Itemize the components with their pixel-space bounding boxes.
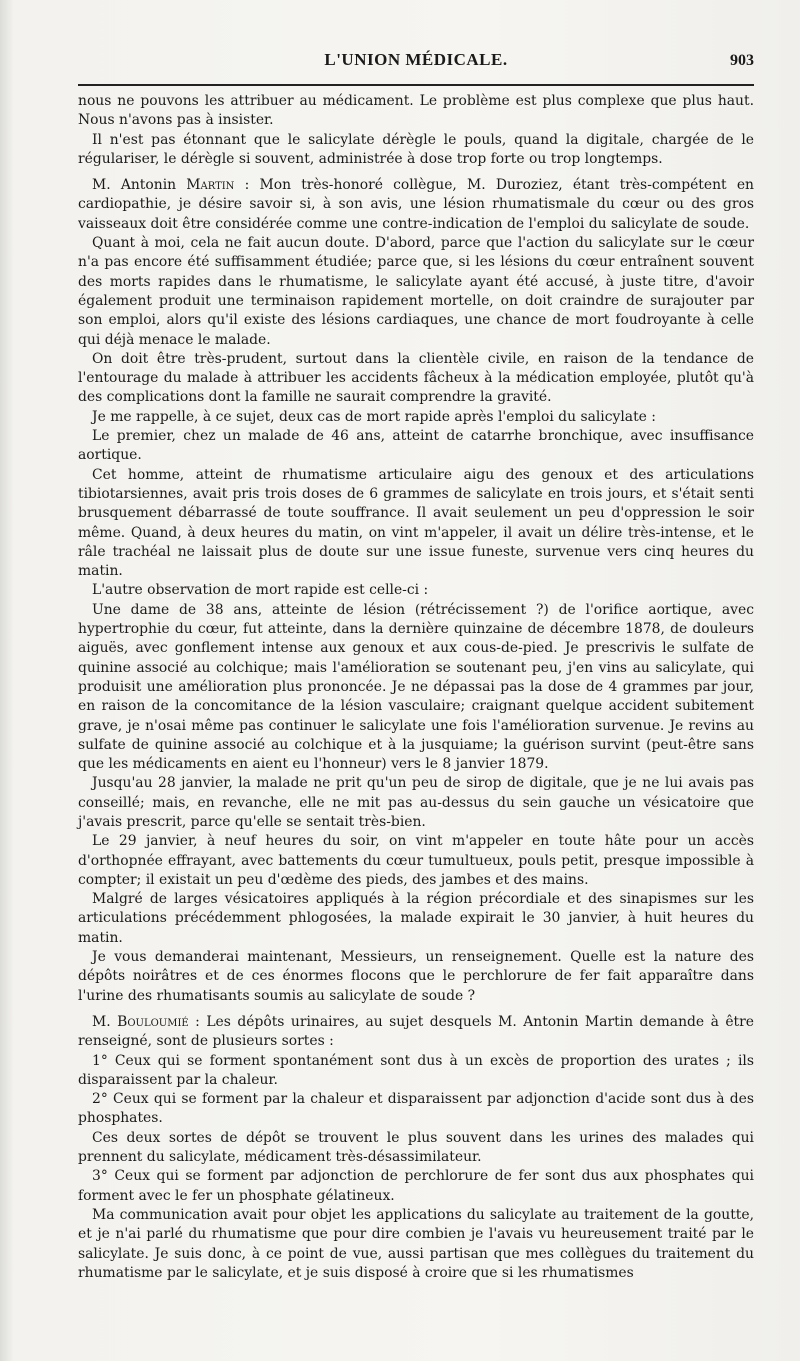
speaker-prefix: M.: [92, 1013, 111, 1030]
paragraph: Ces deux sortes de dépôt se trouvent le plus souvent dans les urines des malades qui prennent du salicylate, médicament très-désassimilateur.: [78, 1129, 754, 1166]
speaker-paragraph: [78, 176, 754, 234]
running-title: L'UNION MÉDICALE.: [324, 50, 508, 69]
paragraph: Il n'est pas étonnant que le salicylate dérègle le pouls, quand la digitale, chargée de le régulariser, le dérègle si souvent, administrée à dose trop forte ou trop longtemps.: [78, 131, 754, 167]
paragraph: On doit être très-prudent, surtout dans la clientèle civile, en raison de la tendance de l'entourage du malade à attribuer les accidents fâcheux à la médication employée, plutôt qu'à des complications dont la famille ne saurait comprendre la gravité.: [78, 350, 754, 406]
article-body: [78, 92, 754, 1283]
paragraph: Une dame de 38 ans, atteinte de lésion (rétrécissement ?) de l'orifice aortique, avec hypertrophie du cœur, fut atteinte, dans la dernière quinzaine de décembre 1878, de douleurs aiguës, avec gonflement intense aux genoux et aux cous-de-pied. Je prescrivis le sulfate de quinine associé au colchique; mais l'amélioration se soutenant peu, j'en vins au salicylate, qui produisit une amélioration plus prononcée. Je ne dépassai pas la dose de 4 grammes par jour, en raison de la concomitance de la lésion vasculaire; craignant quelque accident subitement grave, je n'osai même pas continuer le salicylate une fois l'amélioration survenue. Je revins au sulfate de quinine associé au colchique et à la jusquiame; la guérison survint (peut-être sans que les médicaments en aient eu l'honneur) vers le 8 janvier 1879.: [78, 601, 754, 773]
paragraph: 2° Ceux qui se forment par la chaleur et disparaissent par adjonction d'acide sont dus à des phosphates.: [78, 1091, 754, 1127]
paragraph: Quant à moi, cela ne fait aucun doute. D'abord, parce que l'action du salicylate sur le cœur n'a pas encore été suffisamment étudiée; parce que, si les lésions du cœur entraînent souvent des morts rapides dans le rhumatisme, le salicylate ayant été accusé, à juste titre, d'avoir également produit une terminaison rapidement mortelle, on doit craindre de surajouter par son emploi, alors qu'il existe des lésions cardiaques, une chance de mort foudroyante à celle qui déjà menace le malade.: [78, 235, 754, 348]
speaker-paragraph: [78, 1013, 754, 1052]
speaker-name: Bouloumié: [117, 1013, 189, 1030]
speaker-separator: :: [234, 177, 260, 194]
paragraph: Le 29 janvier, à neuf heures du soir, on vint m'appeler en toute hâte pour un accès d'orthopnée effrayant, avec battements du cœur tumultueux, pouls petit, presque impossible à compter; il existait un peu d'œdème des pieds, des jambes et des mains.: [78, 833, 754, 888]
paragraph: Malgré de larges vésicatoires appliqués à la région précordiale et des sinapismes sur les articulations précédemment phlogosées, la malade expirait le 30 janvier, à huit heures du matin.: [78, 891, 754, 946]
paragraph: L'autre observation de mort rapide est celle-ci :: [92, 582, 429, 599]
paragraph-text: Mon très-honoré collègue, M. Duroziez, étant très-compétent en cardiopathie, je désire savoir si, à son avis, une lésion rhumatismale du cœur ou des gros vaisseaux doit être considérée comme une contre-indication de l'emploi du salicylate de soude.: [78, 177, 754, 232]
speaker-separator: :: [188, 1013, 207, 1030]
paragraph: Cet homme, atteint de rhumatisme articulaire aigu des genoux et des articulations tibiotarsiennes, avait pris trois doses de 6 grammes de salicylate en trois jours, et s'était senti brusquement débarrassé de toute souffrance. Il avait seulement un peu d'oppression le soir même. Quand, à deux heures du matin, on vint m'appeler, il avait un délire très-intense, et le râle trachéal ne laissait plus de doute sur une issue funeste, survenue vers cinq heures du matin.: [78, 466, 754, 580]
paragraph: Jusqu'au 28 janvier, la malade ne prit qu'un peu de sirop de digitale, que je ne lui avais pas conseillé; mais, en revanche, elle ne mit pas au-dessus du sein gauche un vésicatoire que j'avais prescrit, parce qu'elle se sentait très-bien.: [78, 775, 754, 830]
page-number: 903: [730, 52, 754, 69]
paragraph: Je me rappelle, à ce sujet, deux cas de mort rapide après l'emploi du salicylate :: [92, 408, 656, 425]
paragraph: Ma communication avait pour objet les applications du salicylate au traitement de la goutte, et je n'ai parlé du rhumatisme que pour dire combien je l'avais vu heureusement traité par le salicylate. Je suis donc, à ce point de vue, aussi partisan que mes collègues du traitement du rhumatisme par le salicylate, et je suis disposé à croire que si les rhumatismes: [78, 1206, 754, 1281]
page-header: [78, 50, 754, 80]
speaker-prefix: M. Antonin: [92, 177, 177, 194]
paragraph-text: Les dépôts urinaires, au sujet desquels M. Antonin Martin demande à être renseigné, sont de plusieurs sortes :: [78, 1013, 755, 1050]
paragraph: nous ne pouvons les attribuer au médicament. Le problème est plus complexe que plus haut. Nous n'avons pas à insister.: [78, 93, 754, 129]
paragraph: 3° Ceux qui se forment par adjonction de perchlorure de fer sont dus aux phosphates qui forment avec le fer un phosphate gélatineux.: [78, 1168, 754, 1204]
header-rule: [78, 84, 754, 86]
paragraph: Je vous demanderai maintenant, Messieurs, un renseignement. Quelle est la nature des dépôts noirâtres et de ces énormes flocons que le perchlorure de fer fait apparaître dans l'urine des rhumatisants soumis au salicylate de soude ?: [78, 949, 754, 1004]
paragraph: 1° Ceux qui se forment spontanément sont dus à un excès de proportion des urates ; ils disparaissent par la chaleur.: [78, 1052, 754, 1088]
paragraph: Le premier, chez un malade de 46 ans, atteint de catarrhe bronchique, avec insuffisance aortique.: [78, 428, 754, 464]
speaker-name: Martin: [186, 177, 235, 194]
